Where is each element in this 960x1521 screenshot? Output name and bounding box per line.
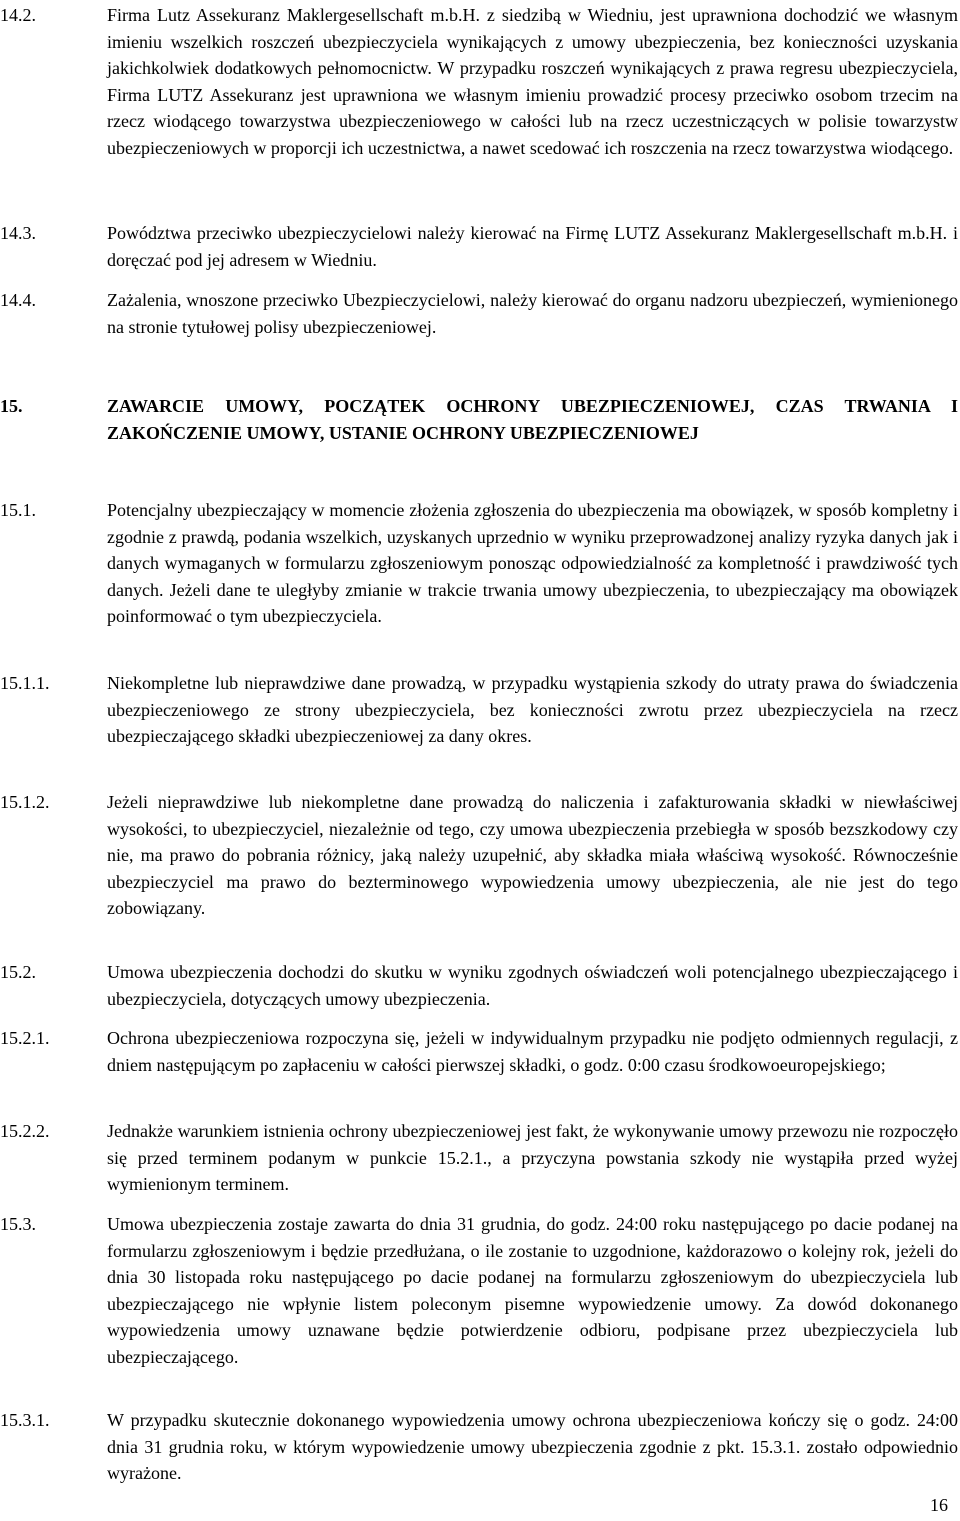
clause-text: Zażalenia, wnoszone przeciwko Ubezpieczycielowi, należy kierować do organu nadzoru ubezpieczeń, wymienionego na stronie tytułowej polisy ubezpieczeniowej.: [107, 290, 958, 337]
clause-text: Potencjalny ubezpieczający w momencie złożenia zgłoszenia do ubezpieczenia ma obowiązek, w sposób kompletny i zgodnie z prawdą, podania wszelkich, uzyskanych uprzednio w wyniku przeprowadzonej analizy ryzyka danych jak i danych wymaganych w formularzu zgłoszeniowym ponosząc odpowiedzialność za kompletność i prawdziwość tych danych. Jeżeli dane te uległyby zmianie w trakcie trwania umowy ubezpieczenia, to ubezpieczający ma obowiązek poinformować o tym ubezpieczyciela.: [107, 500, 958, 626]
clause-number: 15.1.2.: [0, 792, 50, 812]
clause-text: Niekompletne lub nieprawdziwe dane prowadzą, w przypadku wystąpienia szkody do utraty prawa do świadczenia ubezpieczeniowego ze strony ubezpieczyciela, bez konieczności zwrotu przez ubezpieczyciela na rzecz ubezpieczającego składki ubezpieczeniowej za dany okres.: [107, 673, 958, 746]
clause-14-4: [0, 287, 960, 340]
section-number: 15.: [0, 396, 23, 416]
clause-14-2: [0, 2, 960, 161]
clause-text: Jeżeli nieprawdziwe lub niekompletne dane prowadzą do naliczenia i zafakturowania składki w niewłaściwej wysokości, to ubezpieczyciel, niezależnie od tego, czy umowa ubezpieczenia przebiegła w sposób bezszkodowy czy nie, ma prawo do pobrania różnicy, jaką należy uzupełnić, aby składka miała właściwą wysokość. Równocześnie ubezpieczyciel ma prawo do bezterminowego wypowiedzenia umowy ubezpieczenia, ale nie jest do tego zobowiązany.: [107, 792, 958, 918]
clause-text: Ochrona ubezpieczeniowa rozpoczyna się, jeżeli w indywidualnym przypadku nie podjęto odmiennych regulacji, z dniem następującym po zapłaceniu w całości pierwszej składki, o godz. 0:00 czasu środkowoeuropejskiego;: [107, 1028, 958, 1075]
clause-15-1: [0, 497, 960, 630]
clause-text: Firma Lutz Assekuranz Maklergesellschaft m.b.H. z siedzibą w Wiedniu, jest uprawniona dochodzić we własnym imieniu wszelkich roszczeń ubezpieczyciela wynikających z umowy ubezpieczenia, bez konieczności uzyskania jakichkolwiek dodatkowych pełnomocnictw. W przypadku roszczeń wynikających z prawa regresu ubezpieczyciela, Firma LUTZ Assekuranz jest uprawniona we własnym imieniu prowadzić procesy przeciwko osobom trzecim na rzecz wiodącego towarzystwa ubezpieczeniowego w całości lub na rzecz uczestniczących w polisie towarzystw ubezpieczeniowych w proporcji ich uczestnictwa, a nawet scedować ich roszczenia na rzecz towarzystwa wiodącego.: [107, 5, 958, 158]
clause-number: 15.1.: [0, 500, 36, 520]
clause-14-3: [0, 220, 960, 273]
clause-number: 15.3.1.: [0, 1410, 50, 1430]
clause-text: Powództwa przeciwko ubezpieczycielowi należy kierować na Firmę LUTZ Assekuranz Maklergesellschaft m.b.H. i doręczać pod jej adresem w Wiedniu.: [107, 223, 958, 270]
clause-number: 15.2.1.: [0, 1028, 50, 1048]
clause-number: 15.2.: [0, 962, 36, 982]
clause-number: 15.3.: [0, 1214, 36, 1234]
clause-number: 14.4.: [0, 290, 36, 310]
section-heading-15: [0, 393, 960, 446]
clause-number: 15.2.2.: [0, 1121, 50, 1141]
clause-text: W przypadku skutecznie dokonanego wypowiedzenia umowy ochrona ubezpieczeniowa kończy się o godz. 24:00 dnia 31 grudnia roku, w którym wypowiedzenie umowy ubezpieczenia zgodnie z pkt. 15.3.1. zostało odpowiednio wyrażone.: [107, 1410, 958, 1483]
clause-15-2: [0, 959, 960, 1012]
clause-text: Umowa ubezpieczenia zostaje zawarta do dnia 31 grudnia, do godz. 24:00 roku następującego po dacie podanej na formularzu zgłoszeniowym i będzie przedłużana, o ile zostanie to uzgodnione, każdorazowo o kolejny rok, jeżeli do dnia 30 listopada roku następującego po dacie podanej na formularzu zgłoszeniowym do ubezpieczyciela lub ubezpieczającego nie wpłynie listem poleconym pisemne wypowiedzenie umowy. Za dowód dokonanego wypowiedzenia umowy uznawane będzie potwierdzenie odbioru, podpisane przez ubezpieczyciela lub ubezpieczającego.: [107, 1214, 958, 1367]
clause-15-2-2: [0, 1118, 960, 1198]
clause-number: 14.3.: [0, 223, 36, 243]
clause-15-2-1: [0, 1025, 960, 1078]
clause-text: Jednakże warunkiem istnienia ochrony ubezpieczeniowej jest fakt, że wykonywanie umowy przewozu nie rozpoczęło się przed terminem podanym w punkcie 15.2.1., a przyczyna powstania szkody nie wystąpiła przed wyżej wymienionym terminem.: [107, 1121, 958, 1194]
page-number: 16: [930, 1495, 948, 1515]
clause-15-3-1: [0, 1407, 960, 1487]
clause-15-1-2: [0, 789, 960, 922]
clause-number: 14.2.: [0, 5, 36, 25]
clause-15-3: [0, 1211, 960, 1370]
section-title: ZAWARCIE UMOWY, POCZĄTEK OCHRONY UBEZPIECZENIOWEJ, CZAS TRWANIA I ZAKOŃCZENIE UMOWY, USTANIE OCHRONY UBEZPIECZENIOWEJ: [107, 396, 958, 443]
clause-15-1-1: [0, 670, 960, 750]
clause-text: Umowa ubezpieczenia dochodzi do skutku w wyniku zgodnych oświadczeń woli potencjalnego ubezpieczającego i ubezpieczyciela, dotyczących umowy ubezpieczenia.: [107, 962, 958, 1009]
clause-number: 15.1.1.: [0, 673, 50, 693]
